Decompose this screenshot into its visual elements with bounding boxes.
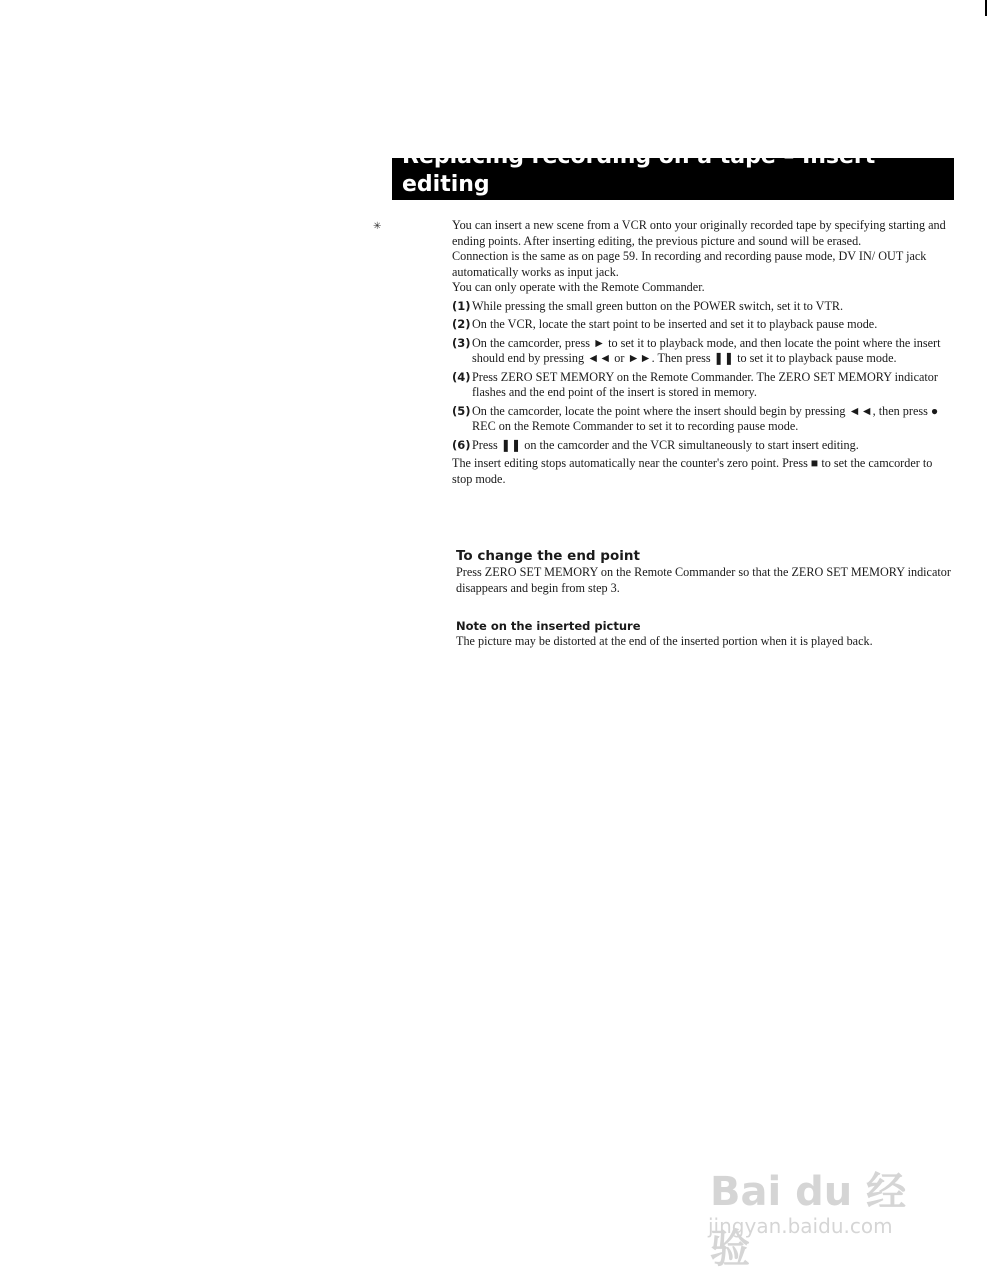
- step-item: [452, 370, 952, 401]
- step-number: (3): [452, 335, 471, 350]
- step-number: (5): [452, 403, 471, 418]
- step-item: [452, 317, 952, 333]
- page-title-line2: editing: [402, 172, 490, 197]
- step-text: Press ZERO SET MEMORY on the Remote Commander. The ZERO SET MEMORY indicator flashes and the end point of the insert is stored in memory.: [472, 369, 938, 399]
- change-end-section: [456, 548, 956, 596]
- step-text: Press ❚❚ on the camcorder and the VCR simultaneously to start insert editing.: [472, 437, 859, 452]
- step-text: On the camcorder, press ► to set it to playback mode, and then locate the point where the insert should end by pressing ◄◄ or ►►. Then press ❚❚ to set it to playback pause mode.: [472, 335, 941, 365]
- page-edge-mark: [985, 0, 987, 16]
- note-section: [456, 619, 956, 650]
- intro-paragraph-2: Connection is the same as on page 59. In recording and recording pause mode, DV IN/ OUT jack automatically works as input jack.: [452, 249, 927, 279]
- step-text: While pressing the small green button on the POWER switch, set it to VTR.: [472, 298, 844, 313]
- step-item: [452, 404, 952, 435]
- page-title-line1: Replacing recording on a tape – Insert: [402, 144, 876, 169]
- watermark-url: jingyan.baidu.com: [708, 1214, 893, 1238]
- step-item: [452, 336, 952, 367]
- step-number: (2): [452, 317, 471, 331]
- margin-asterisk-icon: ✳: [373, 221, 382, 232]
- step-number: (6): [452, 437, 471, 452]
- page-title-bar: [392, 144, 954, 200]
- after-steps-text: The insert editing stops automatically near the counter's zero point. Press ■ to set the camcorder to stop mode.: [452, 456, 933, 486]
- intro-paragraph-1: You can insert a new scene from a VCR onto your originally recorded tape by specifying starting and ending points. After inserting editing, the previous picture and sound will be erased.: [452, 218, 946, 248]
- step-item: [452, 299, 952, 315]
- watermark: [700, 1150, 940, 1272]
- step-text: On the VCR, locate the start point to be inserted and set it to playback pause mode.: [472, 317, 878, 331]
- main-content: [452, 218, 952, 487]
- change-end-text: Press ZERO SET MEMORY on the Remote Commander so that the ZERO SET MEMORY indicator disappears and begin from step 3.: [456, 565, 951, 595]
- step-item: [452, 438, 952, 454]
- step-number: (4): [452, 369, 471, 384]
- note-heading: Note on the inserted picture: [456, 619, 641, 633]
- watermark-logo: Bai du 经验: [710, 1169, 907, 1272]
- step-number: (1): [452, 298, 471, 313]
- change-end-heading: To change the end point: [456, 548, 640, 564]
- note-text: The picture may be distorted at the end of the inserted portion when it is played back.: [456, 634, 873, 648]
- step-list: [452, 299, 952, 454]
- step-text: On the camcorder, locate the point where the insert should begin by pressing ◄◄, then press ● REC on the Remote Commander to set it to recording pause mode.: [472, 403, 939, 433]
- intro-paragraph-3: You can only operate with the Remote Commander.: [452, 280, 705, 294]
